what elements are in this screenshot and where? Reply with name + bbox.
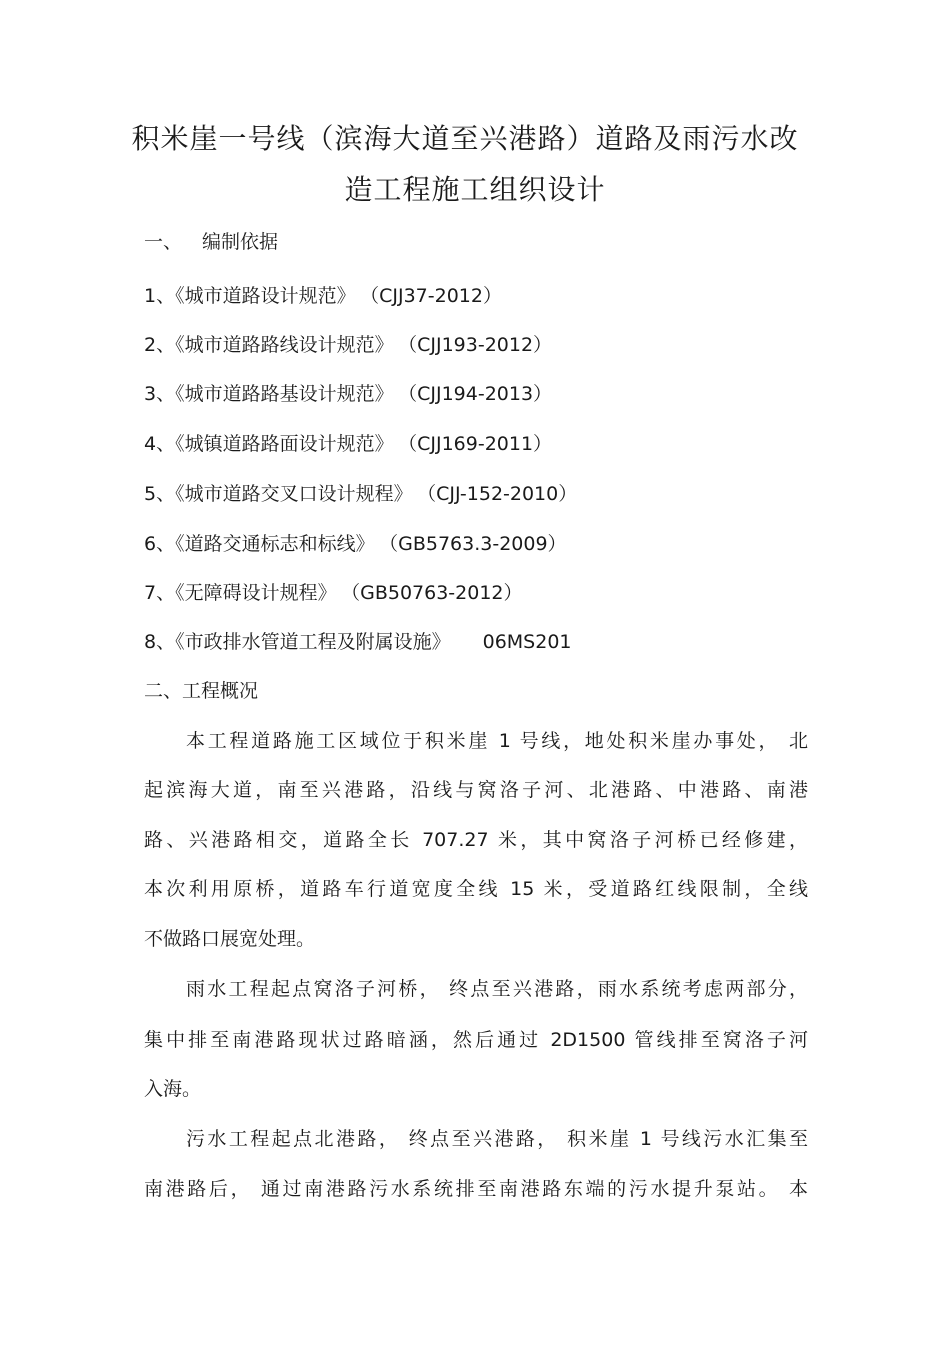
paragraph-road-line: 路、兴港路相交，道路全长 707.27 米，其中窝洛子河桥已经修建， xyxy=(144,829,808,851)
reference-item xyxy=(144,331,552,359)
reference-item xyxy=(144,579,523,607)
reference-name: 《无障碍设计规程》 xyxy=(175,582,337,604)
paragraph-rainwater-line: 入海。 xyxy=(144,1078,202,1100)
reference-number: 1、 xyxy=(144,285,176,307)
section-heading-overview: 二、工程概况 xyxy=(144,680,259,702)
reference-number: 7、 xyxy=(144,582,176,604)
paragraph-road-line: 不做路口展宽处理。 xyxy=(144,928,316,950)
document-title-line-2: 造工程施工组织设计 xyxy=(344,173,606,206)
reference-name: 《市政排水管道工程及附属设施》 xyxy=(175,631,451,653)
reference-name: 《城市道路路线设计规范》 xyxy=(175,334,394,356)
paragraph-road-line: 起滨海大道，南至兴港路，沿线与窝洛子河、北港路、中港路、南港 xyxy=(144,779,808,801)
reference-code: （CJJ-152-2010） xyxy=(426,483,578,505)
reference-item xyxy=(144,480,577,508)
paragraph-sewage-line: 南港路后， 通过南港路污水系统排至南港路东端的污水提升泵站。 本 xyxy=(144,1178,808,1200)
reference-name: 《城市道路路基设计规范》 xyxy=(175,383,394,405)
reference-code: （CJJ37-2012） xyxy=(369,285,502,307)
reference-name: 《城市道路交叉口设计规程》 xyxy=(175,483,413,505)
paragraph-road-line: 本工程道路施工区域位于积米崖 1 号线，地处积米崖办事处， 北 xyxy=(186,730,808,752)
reference-code: 06MS201 xyxy=(482,631,572,653)
reference-number: 8、 xyxy=(144,631,176,653)
reference-code: （CJJ193-2012） xyxy=(407,334,553,356)
paragraph-rainwater-line: 集中排至南港路现状过路暗涵，然后通过 2D1500 管线排至窝洛子河 xyxy=(144,1029,808,1051)
reference-item xyxy=(144,282,502,310)
paragraph-rainwater-line: 雨水工程起点窝洛子河桥， 终点至兴港路，雨水系统考虑两部分， xyxy=(186,978,808,1000)
reference-code: （GB50763-2012） xyxy=(350,582,523,604)
reference-item xyxy=(144,380,552,408)
section-heading-basis xyxy=(144,228,278,256)
reference-name: 《城镇道路路面设计规范》 xyxy=(175,433,394,455)
section-title: 编制依据 xyxy=(202,231,279,253)
reference-item xyxy=(144,530,567,558)
reference-item xyxy=(144,628,572,656)
reference-name: 《城市道路设计规范》 xyxy=(175,285,356,307)
reference-number: 2、 xyxy=(144,334,176,356)
reference-code: （GB5763.3-2009） xyxy=(388,533,567,555)
reference-number: 5、 xyxy=(144,483,176,505)
reference-code: （CJJ169-2011） xyxy=(407,433,553,455)
reference-name: 《道路交通标志和标线》 xyxy=(175,533,375,555)
reference-code: （CJJ194-2013） xyxy=(407,383,553,405)
reference-number: 3、 xyxy=(144,383,176,405)
reference-item xyxy=(144,430,552,458)
reference-number: 4、 xyxy=(144,433,176,455)
document-title-line-1: 积米崖一号线（滨海大道至兴港路）道路及雨污水改 xyxy=(131,122,799,155)
reference-number: 6、 xyxy=(144,533,176,555)
section-number: 一、 xyxy=(144,231,183,253)
paragraph-road-line: 本次利用原桥，道路车行道宽度全线 15 米，受道路红线限制，全线 xyxy=(144,878,808,900)
paragraph-sewage-line: 污水工程起点北港路， 终点至兴港路， 积米崖 1 号线污水汇集至 xyxy=(186,1128,808,1150)
